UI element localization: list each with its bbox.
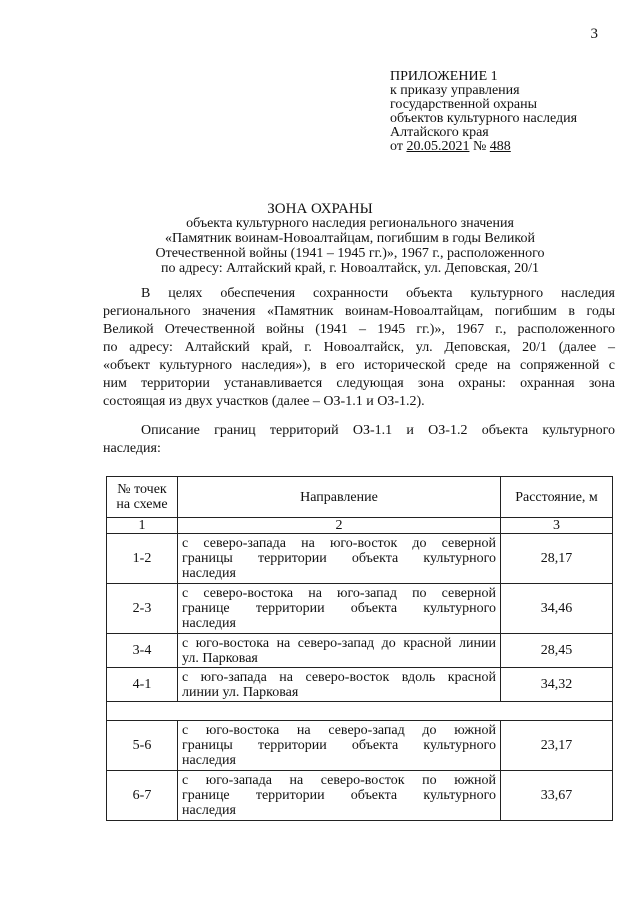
row-points: 4-1	[107, 668, 178, 702]
caption-line: Описание границ территорий ОЗ-1.1 и ОЗ-1.2 объекта культурного	[141, 423, 615, 438]
appendix-line: к приказу управления	[390, 83, 520, 98]
spacer-cell	[107, 702, 613, 721]
header-points-line: № точек	[117, 482, 167, 497]
number-prefix: №	[469, 139, 490, 154]
row-direction	[178, 634, 501, 668]
paragraph-line: состоящая из двух участков (далее – ОЗ-1.1 и ОЗ-1.2).	[103, 394, 425, 409]
direction-line: границе территории объекта культурного	[182, 788, 496, 803]
table-row	[107, 634, 613, 668]
column-number: 3	[501, 518, 613, 534]
direction-line: наследия	[182, 803, 236, 818]
paragraph-line: «объект культурного наследия»), в его исторической среде на сопряженной с	[103, 358, 615, 373]
row-distance: 34,46	[501, 584, 613, 634]
table-row	[107, 534, 613, 584]
paragraph-line: ним территории устанавливается следующая зона охраны: охранная зона	[103, 376, 615, 391]
header-points-line: на схеме	[116, 497, 168, 512]
direction-line: границе территории объекта культурного	[182, 601, 496, 616]
row-distance: 33,67	[501, 771, 613, 821]
direction-line: наследия	[182, 566, 236, 581]
table-header-row	[107, 477, 613, 518]
table-row	[107, 771, 613, 821]
header-direction: Направление	[178, 477, 501, 518]
row-distance: 34,32	[501, 668, 613, 702]
appendix-line: государственной охраны	[390, 97, 538, 112]
row-points: 1-2	[107, 534, 178, 584]
row-direction	[178, 668, 501, 702]
row-direction	[178, 721, 501, 771]
appendix-date-line	[390, 140, 620, 154]
document-subtitle	[110, 216, 590, 276]
table-row	[107, 584, 613, 634]
row-distance: 28,17	[501, 534, 613, 584]
direction-line: ул. Парковая	[182, 650, 258, 666]
intro-paragraph	[103, 285, 615, 411]
appendix-block	[390, 70, 620, 154]
date-prefix: от	[390, 139, 407, 154]
row-distance: 23,17	[501, 721, 613, 771]
paragraph-line: В целях обеспечения сохранности объекта культурного наследия	[141, 286, 615, 301]
row-distance: 28,45	[501, 634, 613, 668]
appendix-line: Алтайского края	[390, 125, 489, 140]
subtitle-line: по адресу: Алтайский край, г. Новоалтайск, ул. Деповская, 20/1	[160, 261, 540, 276]
row-direction	[178, 584, 501, 634]
direction-line: с юго-востока на северо-запад до красной линии	[182, 635, 496, 651]
direction-line: с северо-востока на юго-запад по северной	[182, 586, 496, 601]
direction-line: линии ул. Парковая	[182, 684, 299, 700]
page-number: 3	[590, 26, 598, 42]
row-direction	[178, 534, 501, 584]
row-points: 2-3	[107, 584, 178, 634]
column-numbers-row	[107, 518, 613, 534]
order-date: 20.05.2021	[406, 139, 470, 154]
table-spacer-row	[107, 702, 613, 721]
direction-line: с юго-востока на северо-запад до южной	[182, 723, 496, 738]
direction-line: границы территории объекта культурного	[182, 738, 496, 753]
header-points	[107, 477, 178, 518]
paragraph-line: по адресу: Алтайский край, г. Новоалтайск, ул. Деповская, 20/1 (далее –	[103, 340, 615, 355]
row-direction	[178, 771, 501, 821]
boundary-table	[106, 476, 613, 821]
direction-line: с северо-запада на юго-восток до северной	[182, 536, 496, 551]
table-row	[107, 721, 613, 771]
subtitle-line: объекта культурного наследия регионального значения	[186, 216, 514, 231]
appendix-line: объектов культурного наследия	[390, 111, 578, 126]
order-number: 488	[489, 139, 511, 154]
direction-line: границы территории объекта культурного	[182, 551, 496, 566]
header-distance: Расстояние, м	[501, 477, 613, 518]
direction-line: наследия	[182, 753, 236, 768]
row-points: 3-4	[107, 634, 178, 668]
subtitle-line: Отечественной войны (1941 – 1945 гг.)», 1967 г., расположенного	[155, 246, 545, 261]
paragraph-line: регионального значения «Памятник воинам-Новоалтайцам, погибшим в годы	[103, 304, 615, 319]
paragraph-line: Великой Отечественной войны (1941 – 1945 гг.)», 1967 г., расположенного	[103, 322, 615, 337]
row-points: 6-7	[107, 771, 178, 821]
table-caption	[103, 422, 615, 458]
appendix-title: ПРИЛОЖЕНИЕ 1	[390, 69, 498, 84]
document-title: ЗОНА ОХРАНЫ	[267, 201, 373, 217]
table-row	[107, 668, 613, 702]
direction-line: с юго-запада на северо-восток вдоль красной	[182, 669, 496, 685]
direction-line: с юго-запада на северо-восток по южной	[182, 773, 496, 788]
column-number: 1	[107, 518, 178, 534]
direction-line: наследия	[182, 616, 236, 631]
subtitle-line: «Памятник воинам-Новоалтайцам, погибшим в годы Великой	[165, 231, 535, 246]
column-number: 2	[178, 518, 501, 534]
row-points: 5-6	[107, 721, 178, 771]
caption-line: наследия:	[103, 441, 161, 456]
